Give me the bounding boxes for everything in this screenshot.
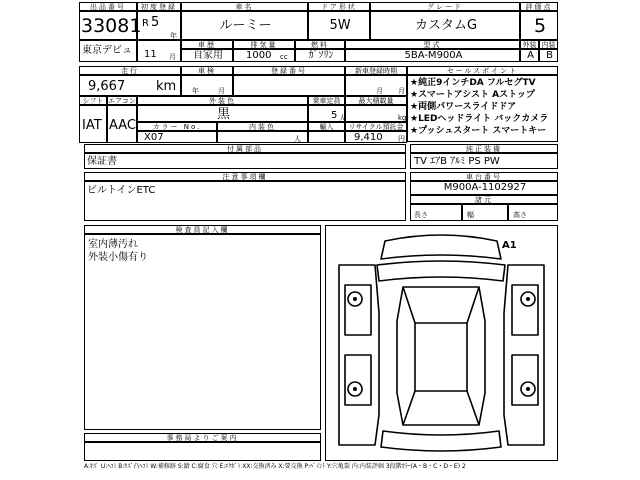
displacement-cell [233, 49, 295, 62]
max-load-cell [345, 105, 407, 122]
yen-unit: 円 [398, 135, 405, 143]
header-ac: エアコン [108, 97, 136, 105]
inspection-month-label: 月 [218, 87, 225, 95]
wheel-hub [353, 387, 357, 391]
kg-unit: kg [398, 114, 407, 122]
score-value: 5 [533, 15, 547, 37]
width-cell [462, 204, 508, 221]
header-color-no: カラー No. [137, 122, 217, 131]
height-cell [508, 204, 558, 221]
header-recycle: リサイクル預託金 [345, 122, 407, 131]
sales-point-item: ★プッシュスタート スマートキー [410, 126, 547, 136]
vehicle-id-cell [410, 181, 558, 195]
ext-color-value: 黒 [216, 107, 230, 122]
ext-color-cell [137, 105, 308, 122]
header-notes: 注意事項欄 [84, 172, 406, 181]
header-mileage: 走行 [79, 66, 181, 75]
parts-cell [84, 153, 406, 169]
header-displacement: 排気量 [233, 40, 295, 49]
km-unit: km [156, 79, 177, 94]
header-dimensions: 諸元 [410, 195, 558, 204]
legend-text: A:ｷｽﾞ U:ﾍｺﾐ B:ｷｽﾞ凸ﾍｺﾐ W:補修跡 S:錆 C:腐食 穴 E:ｴｸﾎﾞﾐ XX:交換済み X:要交換 P:ﾍﾟｲﾝﾄ Y:穴亀裂 内:内装評価 3段階ｶﾗｰ(A・B・C・D・E) 2 [84, 463, 466, 470]
length-cell [410, 204, 462, 221]
era-value: R [142, 18, 149, 29]
ac-cell [107, 105, 137, 143]
header-car-name: 車名 [181, 2, 308, 11]
header-usage: 車歴 [181, 40, 233, 49]
fuel-cell [295, 49, 345, 62]
inspector-notes-cell [84, 234, 321, 430]
import-unit: 人 [294, 135, 301, 143]
month-label: 月 [169, 53, 176, 61]
car-name-value: ルーミー [219, 18, 272, 33]
region-value: 東京デビュ [82, 45, 132, 56]
office-cell [84, 442, 321, 461]
header-ext-color: 外装色 [137, 96, 308, 105]
wheel-hub [526, 387, 530, 391]
standard-equipment-cell [410, 153, 558, 169]
header-score: 評価点 [520, 2, 558, 11]
car-outline-diagram [325, 225, 558, 461]
header-new-car-reg: 新車登録時期 [345, 66, 407, 75]
chassis-model-cell [345, 49, 520, 62]
header-lot-no: 出品番号 [79, 2, 137, 11]
length-label: 長さ [414, 211, 428, 219]
mileage-cell [79, 75, 181, 96]
header-chassis-model: 型式 [345, 40, 520, 49]
standard-equipment-value: TV ｴｱB ｱﾙﾐ PS PW [414, 156, 500, 167]
capacity-cell [308, 105, 345, 122]
mileage-value: 9,667 [88, 79, 126, 94]
cc-unit: cc [280, 53, 288, 61]
door-value: 5W [329, 18, 351, 33]
year-label: 年 [170, 32, 177, 40]
header-sales-points: セールスポイント [407, 66, 558, 75]
notes-value: ビルトインETC [87, 185, 156, 196]
new-reg-day-label: 月 [398, 87, 405, 95]
era-year-value: 5 [151, 15, 160, 30]
recycle-value: 9,410 [354, 132, 383, 143]
interior-grade-cell [539, 49, 558, 62]
header-standard-equipment: 純正装備 [410, 144, 558, 153]
int-color-cell [217, 131, 308, 143]
inspection-year-label: 年 [192, 87, 199, 95]
new-car-reg-cell [345, 75, 407, 96]
height-label: 高さ [513, 211, 527, 219]
header-shift: シフト [79, 96, 107, 105]
people-unit: 人 [339, 114, 346, 122]
wheel-hub [353, 297, 357, 301]
interior-grade-value: B [546, 50, 553, 61]
usage-value: 自家用 [193, 50, 223, 61]
header-import: 輸入 [308, 122, 345, 131]
wheel-hub [526, 297, 530, 301]
front-bumper [377, 261, 505, 281]
header-office: 事務局よりご案内 [84, 433, 321, 442]
color-no-value: X07 [144, 132, 164, 143]
shift-value: IAT [82, 118, 102, 133]
score-cell [520, 11, 558, 40]
fuel-value: ｶﾞｿﾘﾝ [308, 50, 334, 61]
month-cell [137, 40, 181, 62]
sales-point-item: ★純正9インチDA フルセグTV [410, 78, 536, 88]
exterior-grade-value: A [527, 50, 534, 61]
first-reg-cell [137, 11, 181, 40]
header-vehicle-id: 車台番号 [410, 172, 558, 181]
import-cell [308, 131, 345, 143]
region-cell [79, 40, 137, 62]
reg-no-cell [233, 75, 345, 96]
displacement-value: 1000 [246, 50, 272, 61]
color-no-cell [137, 131, 217, 143]
sales-point-item: ★両側パワースライドドア [410, 102, 517, 112]
parts-value: 保証書 [87, 156, 117, 167]
header-fuel: 燃料 [295, 40, 345, 49]
grade-cell [370, 11, 520, 40]
width-label: 幅 [467, 211, 474, 219]
damage-mark: A1 [502, 240, 517, 251]
header-capacity: 乗車定員 [308, 96, 345, 105]
header-interior: 内装 [539, 40, 558, 49]
door-cell [308, 11, 370, 40]
header-inspector: 検査員記入欄 [84, 225, 321, 234]
header-parts: 付属部品 [84, 144, 406, 153]
vehicle-id-value: M900A-1102927 [443, 182, 527, 193]
header-max-load: 最大積載量 [345, 96, 407, 105]
new-reg-month-label: 月 [376, 87, 383, 95]
chassis-model-value: 5BA-M900A [404, 50, 463, 61]
inspection-cell [181, 75, 233, 96]
car-name-cell [181, 11, 308, 40]
header-reg-no: 登録番号 [233, 66, 345, 75]
inspector-note-line: 室内薄汚れ [88, 239, 138, 250]
lot-no-value: 33081 [81, 15, 142, 37]
inspector-note-line: 外装小傷有り [88, 252, 148, 263]
usage-cell [181, 49, 233, 62]
sales-point-item: ★スマートアシスト Aストップ [410, 90, 535, 100]
month-value: 11 [144, 49, 157, 60]
rear-bumper [381, 431, 501, 451]
ac-value: AAC [109, 118, 136, 133]
shift-cell [79, 105, 107, 143]
sales-point-item: ★LEDヘッドライト バックカメラ [410, 114, 549, 124]
header-grade: グレード [370, 2, 520, 11]
roof-panel [415, 323, 467, 391]
header-door: ドア形状 [308, 2, 370, 11]
grade-value: カスタムG [414, 18, 478, 33]
header-int-color: 内装色 [217, 122, 308, 131]
capacity-value: 5 [331, 110, 338, 121]
exterior-grade-cell [520, 49, 539, 62]
lot-no-cell [79, 11, 142, 40]
sales-points-box [407, 75, 558, 142]
header-inspection: 車検 [181, 66, 233, 75]
notes-cell [84, 181, 406, 221]
header-exterior: 外装 [520, 40, 539, 49]
header-first-reg: 初度登録 [137, 2, 181, 11]
recycle-cell [345, 131, 407, 143]
hood-outline [381, 235, 501, 259]
